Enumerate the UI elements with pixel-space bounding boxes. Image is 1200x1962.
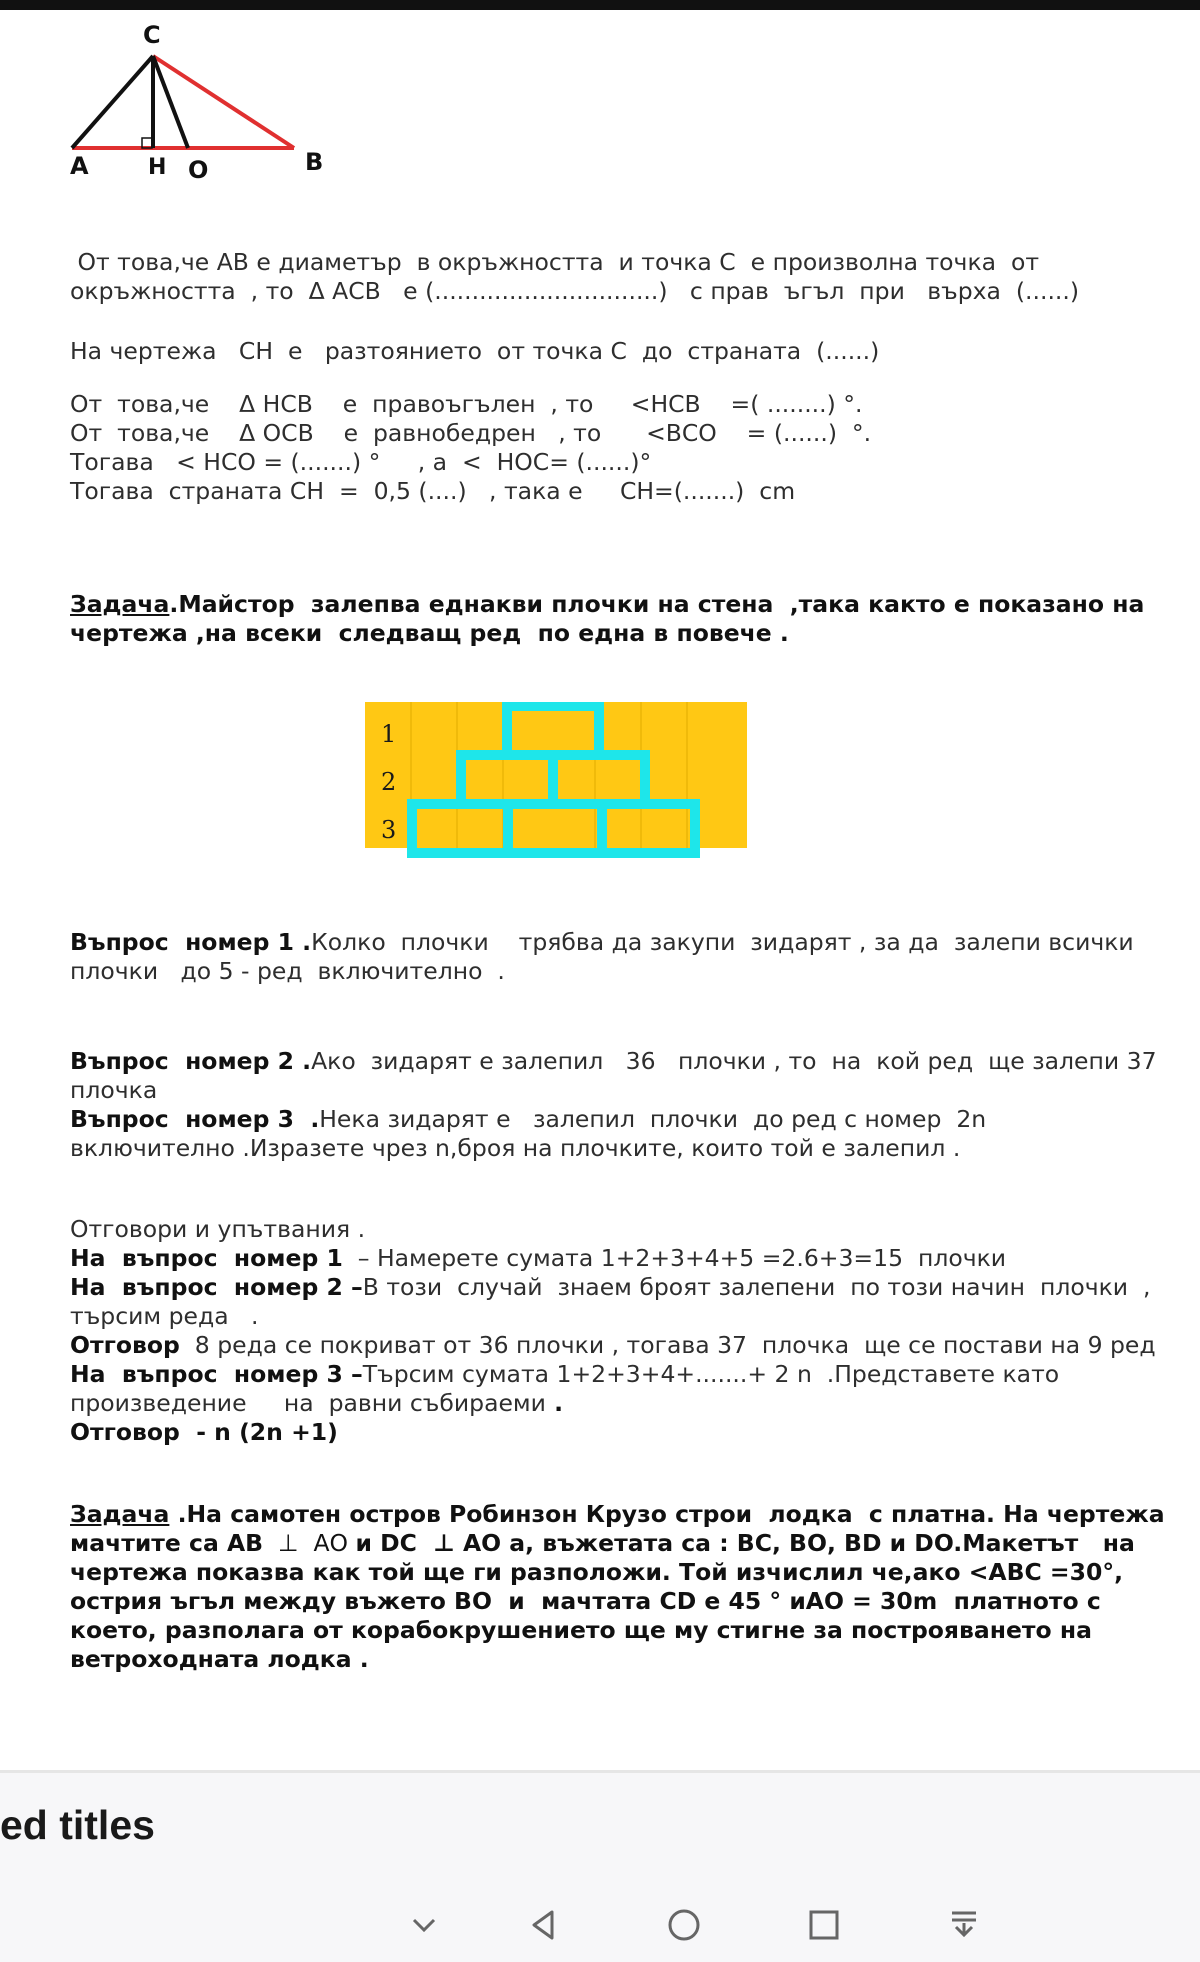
side-ca	[72, 56, 153, 148]
task-text: острия ъгъл между въжето ВО и мачтата CD е 45 ° иАО = 30m платното с	[70, 1587, 1101, 1615]
label-o: O	[188, 156, 209, 184]
bottom-sheet[interactable]	[0, 1773, 1200, 1962]
task-label: Задача	[70, 1500, 170, 1528]
question-label: Въпрос номер 3 .	[70, 1105, 320, 1133]
bottom-sheet-title: ed titles	[0, 1802, 155, 1848]
task-heading	[70, 590, 1180, 619]
answer-text: В този случай знаем броят залепени по този начин плочки ,	[362, 1273, 1151, 1301]
label-c: C	[143, 21, 161, 49]
task-heading	[70, 1500, 1180, 1529]
row-number: 1	[381, 720, 397, 748]
task-text: .Майстор залепва еднакви плочки на стена ,така както е показано на	[169, 590, 1145, 618]
document-image	[0, 10, 1200, 1770]
answer-3-line2	[70, 1389, 1180, 1418]
answer-2-result	[70, 1331, 1180, 1360]
answer-1	[70, 1244, 1180, 1273]
label-h: H	[148, 155, 167, 180]
tile-pyramid-diagram	[365, 702, 750, 860]
task-text: чертежа ,на всеки следващ ред по една в повече .	[70, 619, 789, 647]
question-text: Нека зидарят е залепил плочки до ред с номер 2n	[319, 1105, 987, 1133]
chevron-down-icon[interactable]	[404, 1905, 444, 1945]
task-text: ⊥ АО	[263, 1529, 356, 1557]
question-3	[70, 1105, 1180, 1134]
answer-label: На въпрос номер 3 –	[70, 1360, 363, 1388]
text-line: търсим реда .	[70, 1302, 259, 1330]
task-text: мачтите са АВ	[70, 1529, 264, 1557]
answer-text: Търсим сумата 1+2+3+4+.......+ 2 n .Представете като	[362, 1360, 1060, 1388]
label-a: A	[70, 152, 89, 180]
row-number: 3	[381, 816, 397, 844]
text-line: включително .Изразете чрез n,броя на плочките, които той е залепил .	[70, 1134, 961, 1162]
text-line: плочка	[70, 1076, 158, 1104]
task-label: Задача	[70, 590, 170, 618]
answer-text: 8 реда се покриват от 36 плочки , тогава 37 плочка ще се постави на 9 ред	[179, 1331, 1156, 1359]
status-bar	[0, 0, 1200, 10]
answer-text: – Намерете сумата 1+2+3+4+5 =2.6+3=15 плочки	[342, 1244, 1007, 1272]
text-line: От това,че Δ ОСВ е равнобедрен , то <ВСО = (......) °.	[70, 419, 872, 447]
triangle-diagram	[60, 18, 350, 193]
answer-3	[70, 1360, 1180, 1389]
task-text: което, разполага от корабокрушението ще му стигне за построяването на	[70, 1616, 1092, 1644]
collapse-icon[interactable]	[944, 1905, 984, 1945]
task-text: и DC ⊥ АО а, въжетата са : ВС, ВО, BD и DO.Макетът на	[355, 1529, 1135, 1557]
task-text-line	[70, 1529, 1180, 1558]
text-line: окръжността , то Δ АСВ е (..............................) с прав ъгъл при върха (......)	[70, 277, 1080, 305]
text-line: От това,че АВ е диаметър в окръжността и точка С е произволна точка от	[70, 248, 1040, 276]
question-text: Ако зидарят е залепил 36 плочки , то на кой ред ще залепи 37	[311, 1047, 1157, 1075]
answer-text: произведение на равни събираеми	[70, 1389, 546, 1417]
answer-text: .	[545, 1389, 564, 1417]
answer-label: На въпрос номер 2 –	[70, 1273, 363, 1301]
text-line: Тогава страната СН = 0,5 (....) , така е СН=(.......) cm	[70, 477, 796, 505]
task-text: .На самотен остров Робинзон Крузо строи лодка с платна. На чертежа	[169, 1500, 1165, 1528]
answer-2	[70, 1273, 1180, 1302]
recents-icon[interactable]	[804, 1905, 844, 1945]
text-line: плочки до 5 - ред включително .	[70, 957, 505, 985]
home-icon[interactable]	[664, 1905, 704, 1945]
text-line: От това,че Δ НСВ е правоъгълен , то <НСВ =( ........) °.	[70, 390, 863, 418]
label-b: B	[305, 148, 324, 176]
question-text: Колко плочки трябва да закупи зидарят , за да залепи всички	[311, 928, 1134, 956]
text-line: Тогава < НСО = (.......) ° , а < НОС= (......)°	[70, 448, 652, 476]
answers-title: Отговори и упътвания .	[70, 1215, 366, 1243]
question-2	[70, 1047, 1180, 1076]
answer-label: На въпрос номер 1	[70, 1244, 343, 1272]
text-line: На чертежа СН е разтоянието от точка С до страната (......)	[70, 337, 880, 365]
side-cb	[153, 56, 294, 148]
question-label: Въпрос номер 2 .	[70, 1047, 312, 1075]
task-text: ветроходната лодка .	[70, 1645, 369, 1673]
final-answer: Отговор - n (2n +1)	[70, 1418, 338, 1446]
row-number: 2	[381, 768, 397, 796]
task-text: чертежа показва как той ще ги разположи. Той изчислил че,ако <ABC =30°,	[70, 1558, 1124, 1586]
question-1	[70, 928, 1180, 957]
answer-label: Отговор	[70, 1331, 180, 1359]
question-label: Въпрос номер 1 .	[70, 928, 312, 956]
back-icon[interactable]	[524, 1905, 564, 1945]
